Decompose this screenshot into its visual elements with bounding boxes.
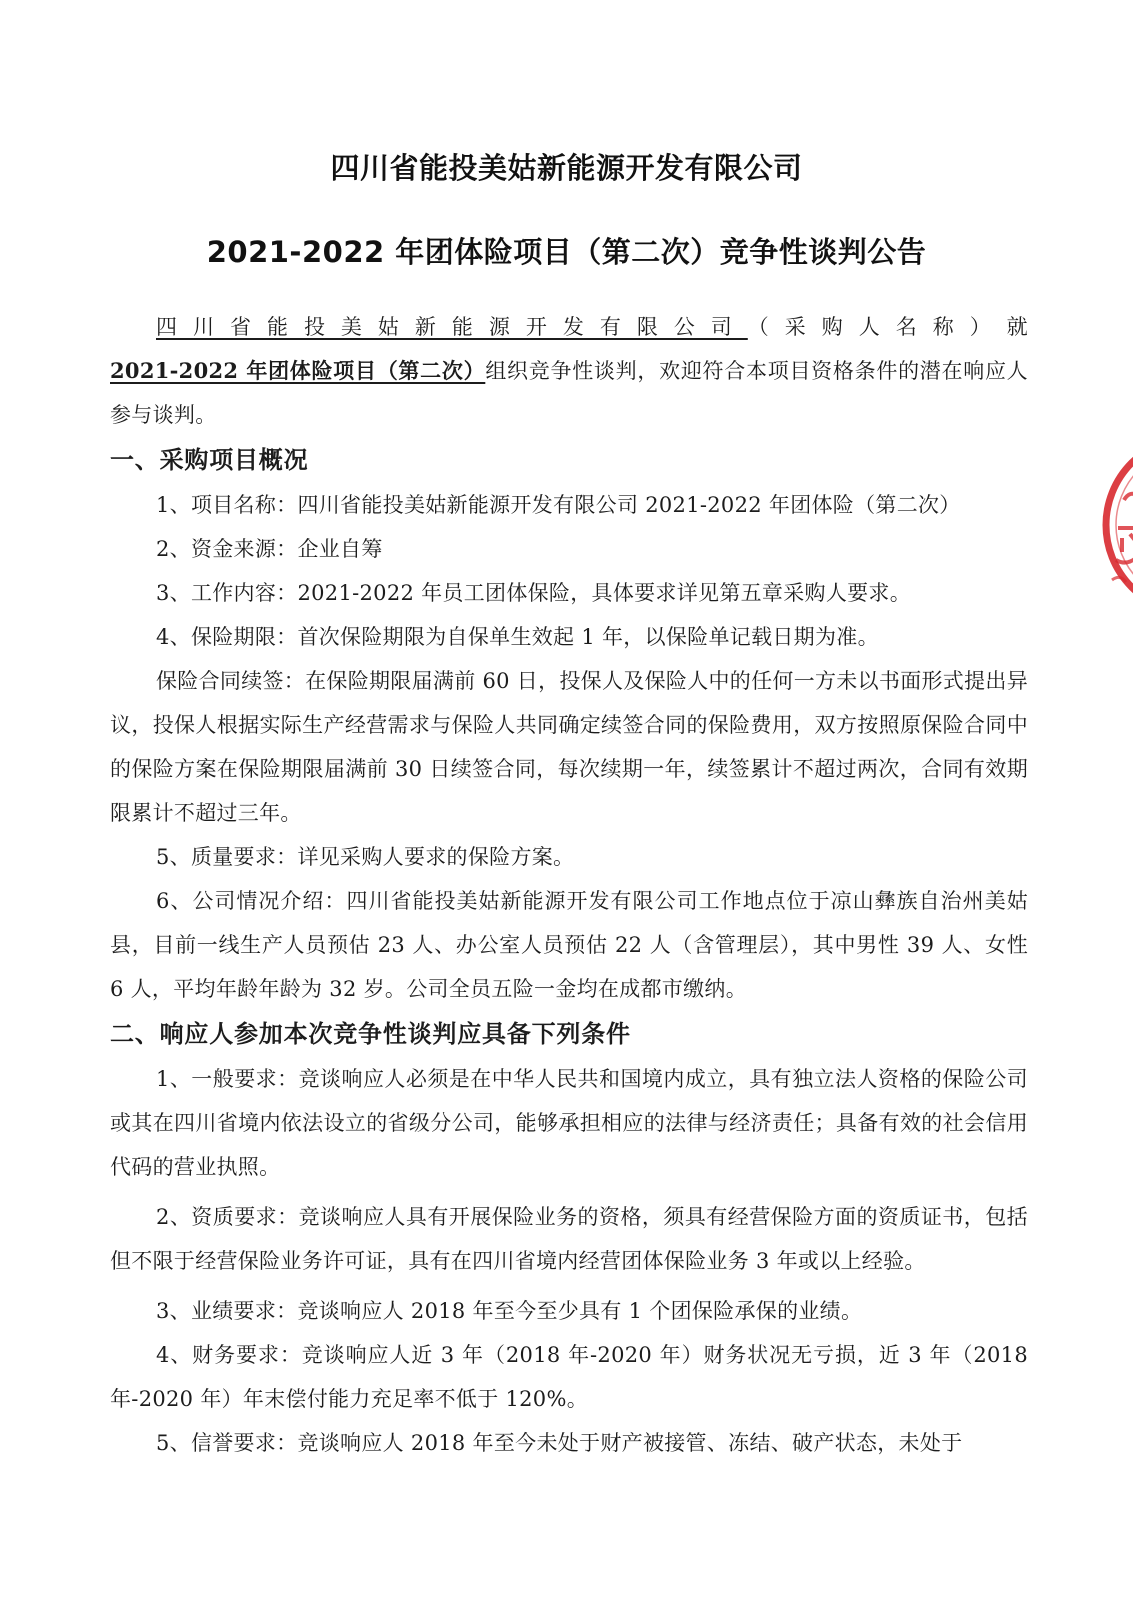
section2-item: 3、业绩要求：竞谈响应人 2018 年至今至少具有 1 个团保险承保的业绩。 xyxy=(156,1299,863,1323)
company-seal-stamp xyxy=(1072,430,1133,620)
section1-item: 3、工作内容：2021-2022 年员工团体保险，具体要求详见第五章采购人要求。 xyxy=(156,581,912,605)
section1-item: 5、质量要求：详见采购人要求的保险方案。 xyxy=(156,845,575,869)
section2-item: 1、一般要求：竞谈响应人必须是在中华人民共和国境内成立，具有独立法人资格的保险公司或其在四川省境内依法设立的省级分公司，能够承担相应的法律与经济责任；具备有效的社会信用代码的营业执照。 xyxy=(110,1067,1028,1179)
document-title-line2: 2021-2022 年团体险项目（第二次）竞争性谈判公告 xyxy=(206,235,927,269)
section2-item: 2、资质要求：竞谈响应人具有开展保险业务的资格，须具有经营保险方面的资质证书，包括但不限于经营保险业务许可证，具有在四川省境内经营团体保险业务 3 年或以上经验。 xyxy=(110,1205,1028,1273)
section1-item: 6、公司情况介绍：四川省能投美姑新能源开发有限公司工作地点位于凉山彝族自治州美姑县，目前一线生产人员预估 23 人、办公室人员预估 22 人（含管理层），其中男性 39 人、女性 6 人，平均年龄年龄为 32 岁。公司全员五险一金均在成都市缴纳。 xyxy=(110,889,1028,1001)
section2-item: 5、信誉要求：竞谈响应人 2018 年至今未处于财产被接管、冻结、破产状态，未处于 xyxy=(156,1431,963,1455)
section1-item: 1、项目名称：四川省能投美姑新能源开发有限公司 2021-2022 年团体险（第二次） xyxy=(156,493,961,517)
purchaser-name: 四川省能投美姑新能源开发有限公司 xyxy=(156,315,748,339)
section1-renewal-paragraph: 保险合同续签：在保险期限届满前 60 日，投保人及保险人中的任何一方未以书面形式提出异议，投保人根据实际生产经营需求与保险人共同确定续签合同的保险费用，双方按照原保险合同中的保险方案在保险期限届满前 30 日续签合同，每次续期一年，续签累计不超过两次，合同有效期限累计不超过三年。 xyxy=(110,669,1028,825)
intro-rest: 组织竞争性谈判，欢迎符合本项目资格条件的潜在响应人参与谈判。 xyxy=(110,359,1028,427)
section1-item: 2、资金来源：企业自筹 xyxy=(156,537,383,561)
document-title-line1: 四川省能投美姑新能源开发有限公司 xyxy=(330,151,803,185)
project-name: 2021-2022 年团体险项目（第二次） xyxy=(110,358,486,383)
document-body xyxy=(110,305,1028,1465)
section1-heading: 一、采购项目概况 xyxy=(110,446,309,474)
section2-heading: 二、响应人参加本次竞争性谈判应具备下列条件 xyxy=(110,1020,631,1048)
intro-paragraph xyxy=(110,305,1028,437)
section1-item: 4、保险期限：首次保险期限为自保单生效起 1 年，以保险单记载日期为准。 xyxy=(156,625,879,649)
purchaser-note: （采购人名称）就 xyxy=(747,315,1028,339)
section2-item: 4、财务要求：竞谈响应人近 3 年（2018 年-2020 年）财务状况无亏损，近 3 年（2018 年-2020 年）年末偿付能力充足率不低于 120%。 xyxy=(110,1343,1028,1411)
